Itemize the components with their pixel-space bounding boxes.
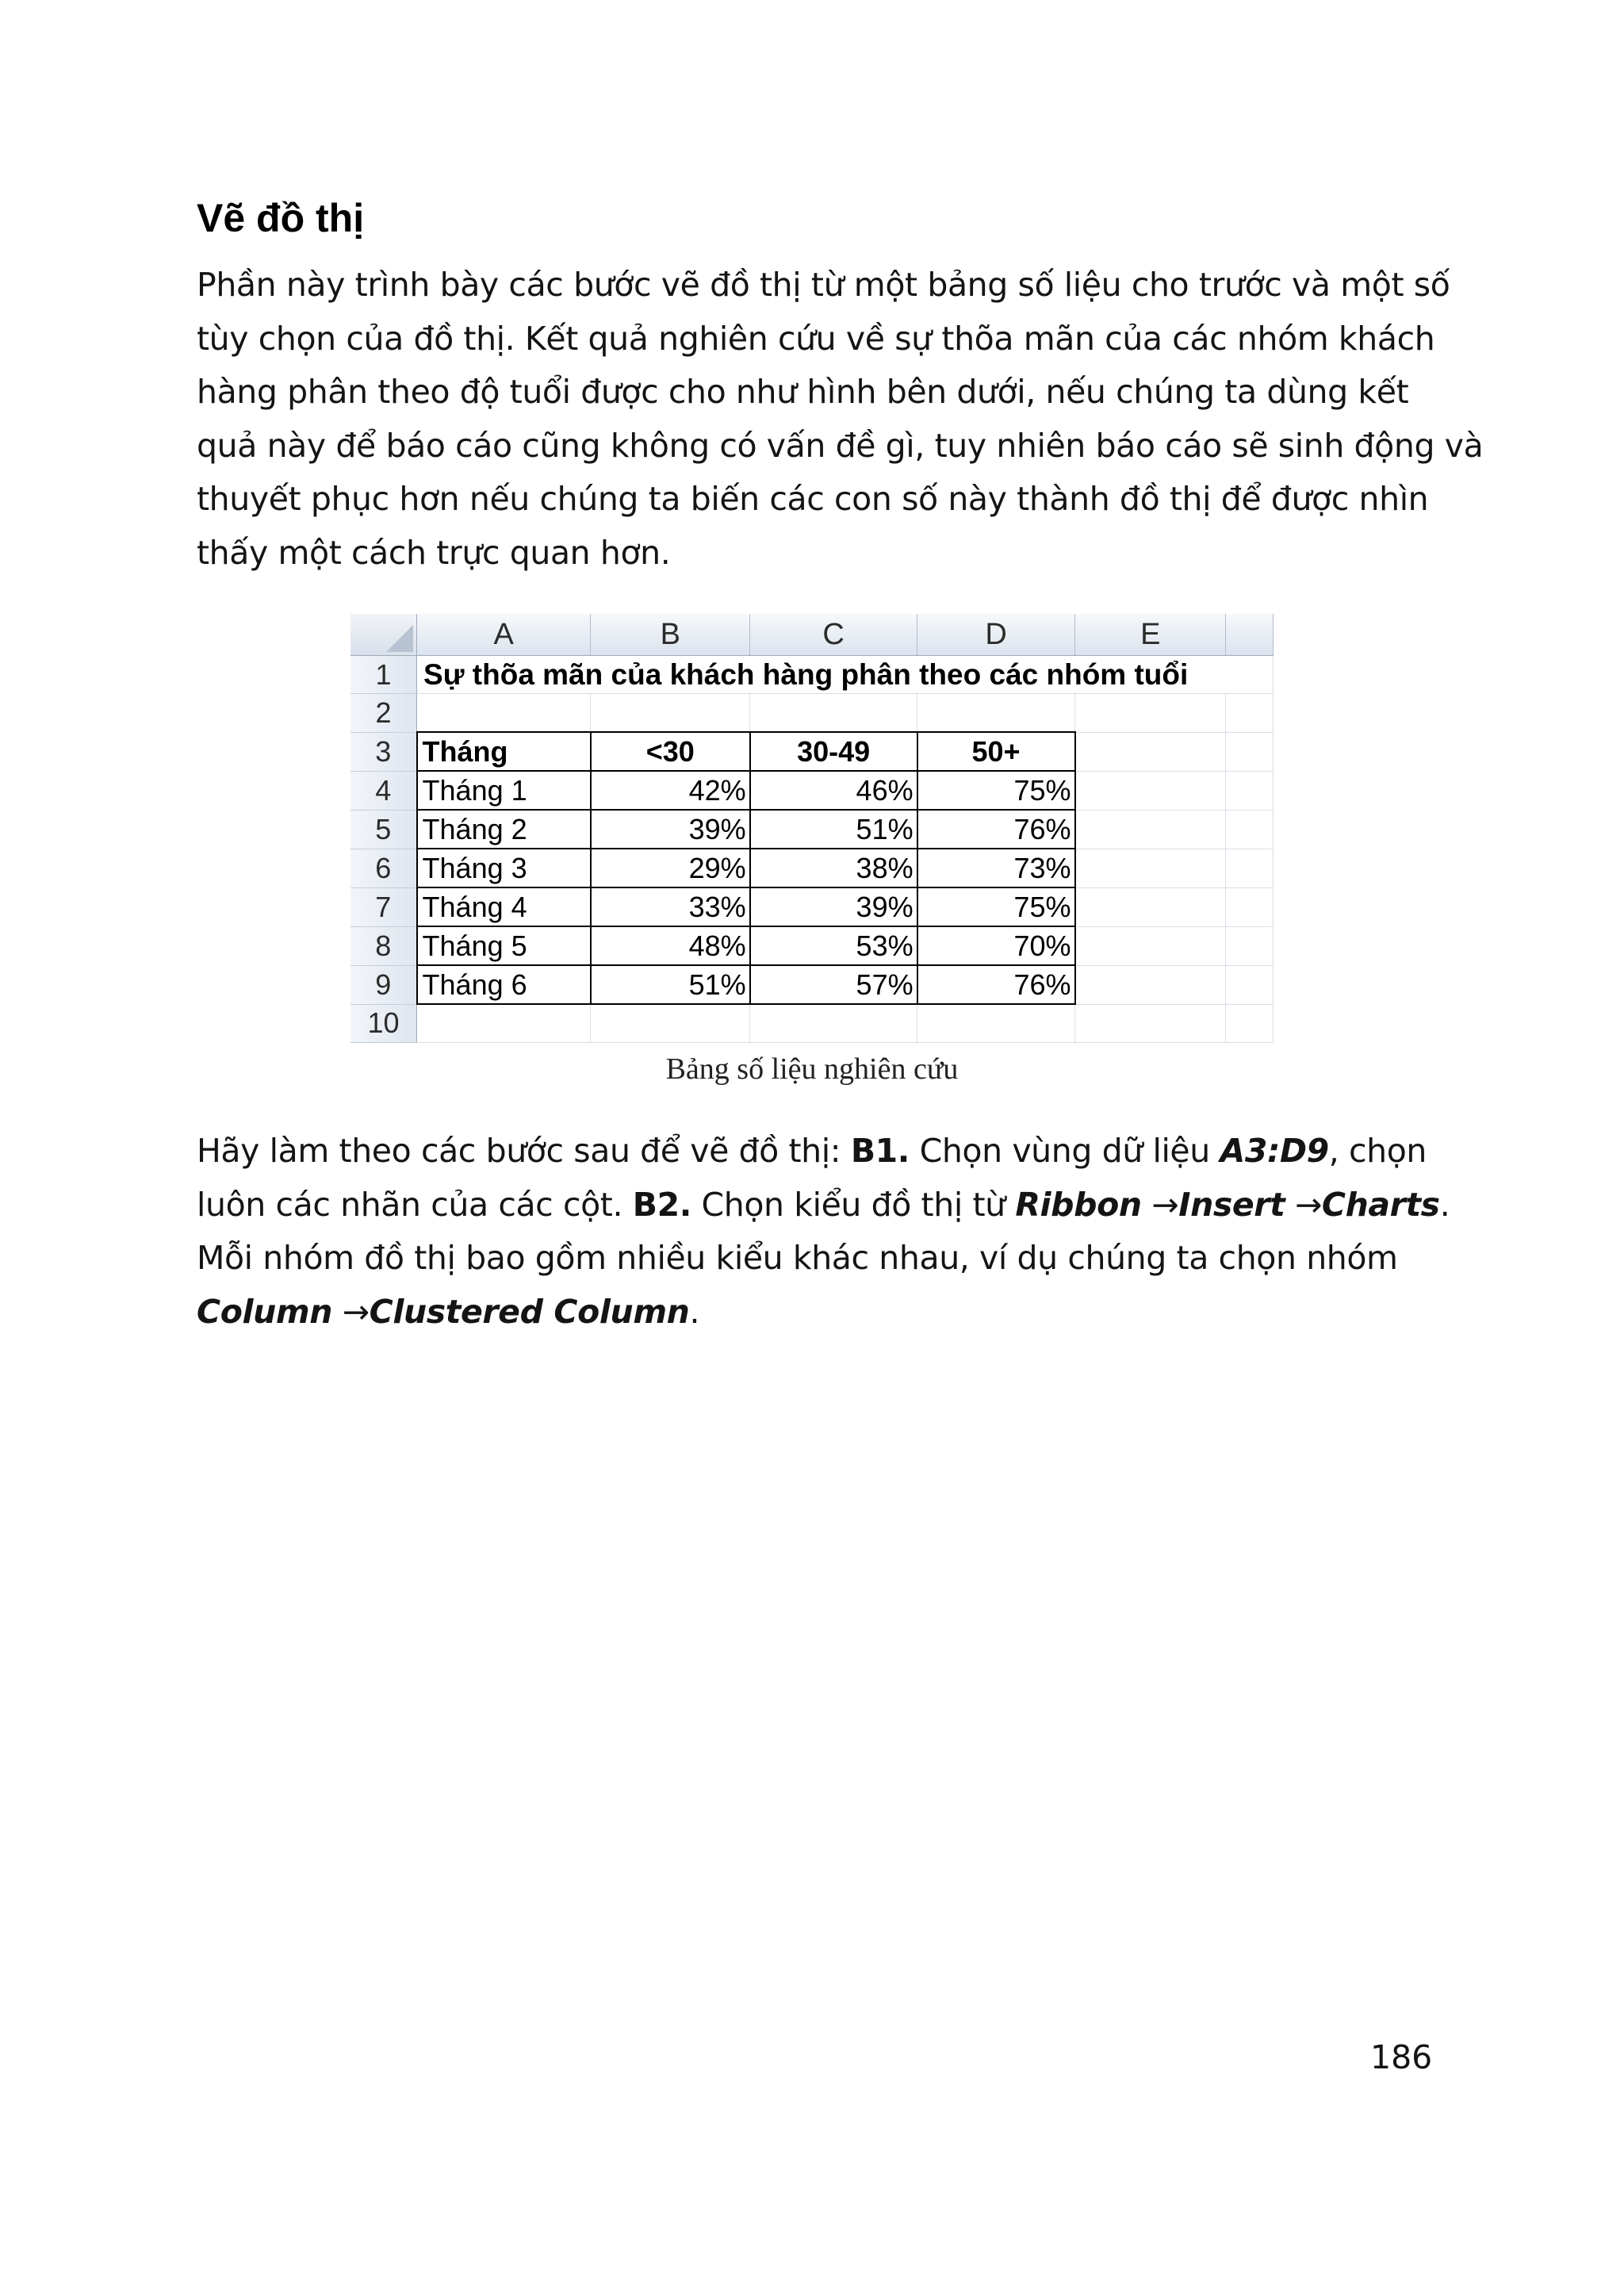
value-cell: 57% — [750, 965, 917, 1004]
page-number: 186 — [1370, 2038, 1433, 2076]
select-all-corner — [350, 614, 417, 656]
cell — [1226, 810, 1274, 849]
row-number: 7 — [350, 887, 417, 926]
cell — [417, 694, 591, 733]
row-number: 10 — [350, 1004, 417, 1043]
menu-path-item: Charts — [1321, 1185, 1440, 1224]
arrow-icon: → — [1294, 1185, 1322, 1224]
steps-line — [197, 1286, 1434, 1340]
table-row — [350, 849, 1274, 887]
value-cell: 38% — [750, 849, 917, 887]
text-run: . — [689, 1292, 700, 1331]
value-cell: 48% — [591, 926, 750, 965]
menu-path-item: Column — [197, 1292, 333, 1331]
header-cell: 50+ — [917, 732, 1075, 771]
header-cell: <30 — [591, 732, 750, 771]
month-cell: Tháng 5 — [417, 926, 591, 965]
arrow-icon: → — [342, 1292, 370, 1331]
row-number: 8 — [350, 926, 417, 965]
table-row — [350, 771, 1274, 810]
intro-line: tùy chọn của đồ thị. Kết quả nghiên cứu về sự thõa mãn của các nhóm khách — [197, 319, 1435, 358]
steps-line — [197, 1125, 1434, 1179]
column-header: E — [1075, 614, 1226, 656]
month-cell: Tháng 6 — [417, 965, 591, 1004]
month-cell: Tháng 1 — [417, 771, 591, 810]
value-cell: 51% — [591, 965, 750, 1004]
value-cell: 70% — [917, 926, 1075, 965]
column-header: B — [591, 614, 750, 656]
cell — [1226, 887, 1274, 926]
intro-line: thấy một cách trực quan hơn. — [197, 533, 671, 572]
menu-path-item: Insert — [1178, 1185, 1285, 1224]
row-number: 1 — [350, 656, 417, 694]
cell — [750, 694, 917, 733]
value-cell: 76% — [917, 965, 1075, 1004]
column-header-row — [350, 614, 1274, 656]
section-heading: Vẽ đồ thị — [197, 196, 365, 240]
cell — [1075, 887, 1226, 926]
value-cell: 29% — [591, 849, 750, 887]
table-row — [350, 887, 1274, 926]
cell — [1075, 694, 1226, 733]
steps-line — [197, 1179, 1450, 1232]
text-run: , chọn — [1328, 1132, 1427, 1170]
cell — [1075, 965, 1226, 1004]
spreadsheet-screenshot — [350, 614, 1274, 1040]
steps-line: Mỗi nhóm đồ thị bao gồm nhiều kiểu khác nhau, ví dụ chúng ta chọn nhóm — [197, 1239, 1398, 1277]
cell — [1075, 732, 1226, 771]
arrow-icon: → — [1151, 1185, 1179, 1224]
sheet-row — [350, 656, 1274, 694]
text-run: . — [1439, 1185, 1450, 1224]
cell — [1075, 1004, 1226, 1043]
cell — [1226, 849, 1274, 887]
value-cell: 75% — [917, 887, 1075, 926]
value-cell: 73% — [917, 849, 1075, 887]
value-cell: 39% — [591, 810, 750, 849]
text-run: luôn các nhãn của các cột. — [197, 1185, 633, 1224]
value-cell: 75% — [917, 771, 1075, 810]
month-cell: Tháng 3 — [417, 849, 591, 887]
intro-line: thuyết phục hơn nếu chúng ta biến các con số này thành đồ thị để được nhìn — [197, 480, 1429, 518]
month-cell: Tháng 2 — [417, 810, 591, 849]
value-cell: 42% — [591, 771, 750, 810]
sheet-header-row — [350, 732, 1274, 771]
text-run: Chọn kiểu đồ thị từ — [691, 1185, 1016, 1224]
cell — [1226, 1004, 1274, 1043]
column-header — [1226, 614, 1274, 656]
column-header: C — [750, 614, 917, 656]
value-cell: 53% — [750, 926, 917, 965]
cell — [1075, 810, 1226, 849]
row-number: 3 — [350, 732, 417, 771]
value-cell: 33% — [591, 887, 750, 926]
intro-paragraph — [197, 259, 1484, 580]
cell — [591, 694, 750, 733]
value-cell: 76% — [917, 810, 1075, 849]
cell — [417, 1004, 591, 1043]
table-row — [350, 926, 1274, 965]
sheet-row — [350, 694, 1274, 733]
intro-line: quả này để báo cáo cũng không có vấn đề gì, tuy nhiên báo cáo sẽ sinh động và — [197, 426, 1484, 465]
cell — [917, 694, 1075, 733]
cell — [1226, 732, 1274, 771]
intro-line: hàng phân theo độ tuổi được cho như hình bên dưới, nếu chúng ta dùng kết — [197, 373, 1409, 411]
header-cell: 30-49 — [750, 732, 917, 771]
row-number: 9 — [350, 965, 417, 1004]
range-reference: A3:D9 — [1220, 1132, 1329, 1170]
month-cell: Tháng 4 — [417, 887, 591, 926]
step-label: B1. — [850, 1132, 910, 1170]
row-number: 4 — [350, 771, 417, 810]
cell — [1226, 926, 1274, 965]
value-cell: 39% — [750, 887, 917, 926]
value-cell: 51% — [750, 810, 917, 849]
cell — [750, 1004, 917, 1043]
intro-line: Phần này trình bày các bước vẽ đồ thị từ một bảng số liệu cho trước và một số — [197, 266, 1450, 304]
text-run: Hãy làm theo các bước sau để vẽ đồ thị: — [197, 1132, 851, 1170]
cell — [1226, 694, 1274, 733]
figure-caption: Bảng số liệu nghiên cứu — [665, 1052, 959, 1086]
menu-path-item: Clustered Column — [369, 1292, 690, 1331]
column-header: D — [917, 614, 1075, 656]
cell — [1075, 849, 1226, 887]
value-cell: 46% — [750, 771, 917, 810]
cell — [1226, 771, 1274, 810]
cell — [591, 1004, 750, 1043]
column-header: A — [417, 614, 591, 656]
text-run: Chọn vùng dữ liệu — [909, 1132, 1220, 1170]
row-number: 6 — [350, 849, 417, 887]
cell — [1075, 926, 1226, 965]
cell — [917, 1004, 1075, 1043]
steps-paragraph — [197, 1125, 1450, 1339]
table-row — [350, 810, 1274, 849]
row-number: 2 — [350, 694, 417, 733]
sheet-row — [350, 1004, 1274, 1043]
step-label: B2. — [632, 1185, 691, 1224]
menu-path-item: Ribbon — [1015, 1185, 1142, 1224]
row-number: 5 — [350, 810, 417, 849]
table-row — [350, 965, 1274, 1004]
cell — [1226, 965, 1274, 1004]
sheet-title-cell: Sự thõa mãn của khách hàng phân theo các nhóm tuổi — [417, 656, 1274, 694]
cell — [1075, 771, 1226, 810]
header-cell: Tháng — [417, 732, 591, 771]
